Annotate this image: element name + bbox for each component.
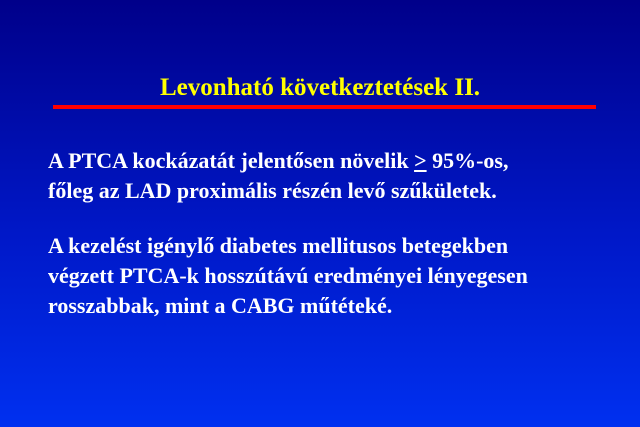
paragraph2-line1: A kezelést igénylő diabetes mellitusos betegekben (48, 233, 509, 258)
paragraph1-line1-start: A PTCA kockázatát jelentősen növelik (48, 148, 415, 173)
title-underline-rule (53, 105, 596, 109)
paragraph1-line1-end: 95%-os, (426, 148, 509, 173)
greater-or-equal-symbol: > (414, 148, 427, 173)
paragraph2-line3: rosszabbak, mint a CABG műtéteké. (48, 293, 393, 318)
slide-title: Levonható következtetések II. (159, 74, 481, 101)
paragraph1-line1 (48, 146, 509, 176)
paragraph-risk-factors (48, 146, 509, 206)
paragraph-diabetes-outcomes (48, 231, 528, 321)
paragraph1-line2: főleg az LAD proximális részén levő szűkületek. (48, 178, 497, 203)
paragraph2-line2: végzett PTCA-k hosszútávú eredményei lényegesen (48, 263, 528, 288)
